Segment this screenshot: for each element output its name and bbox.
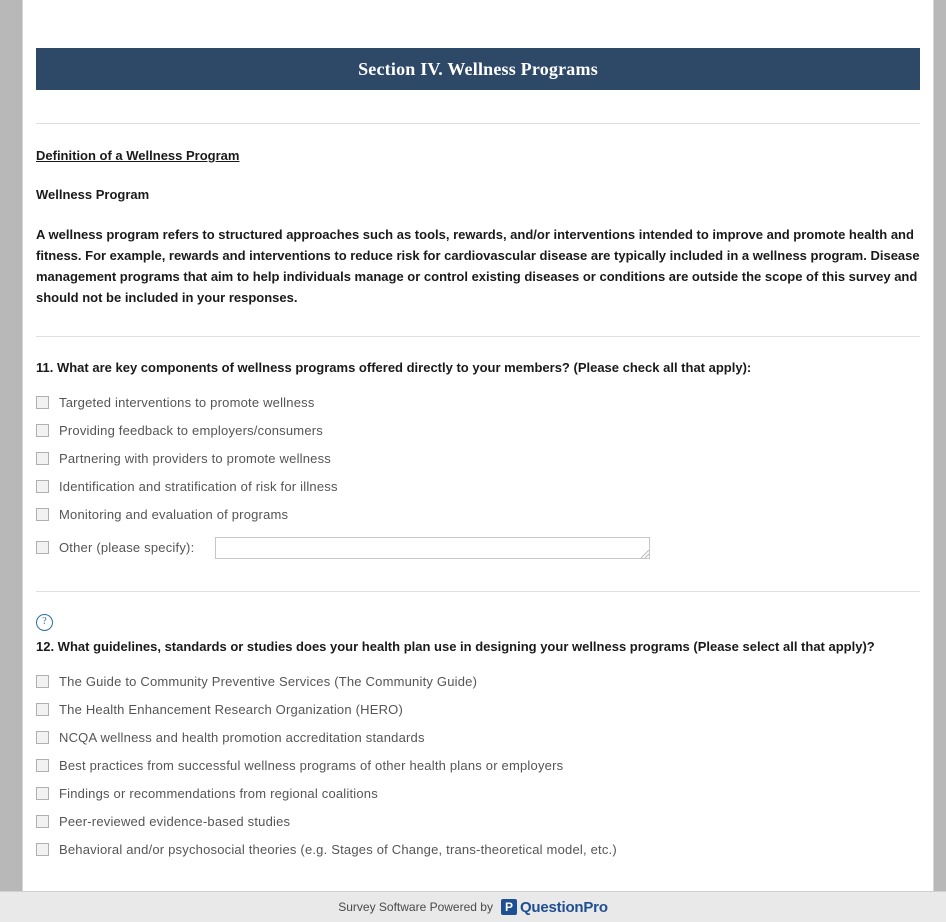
checkbox-icon[interactable] [36, 843, 49, 856]
option-label: Peer-reviewed evidence-based studies [59, 814, 291, 830]
checkbox-icon[interactable] [36, 675, 49, 688]
checkbox-icon[interactable] [36, 396, 49, 409]
option-label: NCQA wellness and health promotion accreditation standards [59, 730, 425, 746]
option-label: Monitoring and evaluation of programs [59, 507, 289, 523]
option-label: Behavioral and/or psychosocial theories (e.g. Stages of Change, trans-theoretical model, etc.) [59, 842, 617, 858]
checkbox-icon[interactable] [36, 541, 49, 554]
question-11 [36, 337, 920, 565]
option-row[interactable] [36, 473, 920, 501]
footer-bar [0, 891, 946, 922]
option-row[interactable] [36, 501, 920, 529]
option-row[interactable] [36, 780, 920, 808]
option-label: Findings or recommendations from regional coalitions [59, 786, 378, 802]
option-label: Partnering with providers to promote wellness [59, 451, 332, 467]
checkbox-icon[interactable] [36, 731, 49, 744]
definition-heading: Definition of a Wellness Program [36, 148, 240, 163]
checkbox-icon[interactable] [36, 787, 49, 800]
checkbox-icon[interactable] [36, 759, 49, 772]
footer-powered-by-text: Survey Software Powered by [338, 900, 493, 914]
section-header [36, 48, 920, 90]
other-specify-input[interactable] [215, 537, 650, 559]
survey-sheet [22, 0, 934, 891]
page-left-gutter [0, 0, 22, 891]
questionpro-logo[interactable] [501, 899, 608, 916]
option-label: The Guide to Community Preventive Services (The Community Guide) [59, 674, 478, 690]
checkbox-icon[interactable] [36, 508, 49, 521]
other-option-label: Other (please specify): [59, 540, 195, 556]
option-row[interactable] [36, 696, 920, 724]
option-label: Identification and stratification of risk for illness [59, 479, 338, 495]
option-row[interactable] [36, 836, 920, 864]
other-input-wrapper [194, 537, 650, 559]
definition-body: A wellness program refers to structured approaches such as tools, rewards, and/or interventions intended to improve and promote health and fitness. For example, rewards and interventions to reduce risk for cardiovascular disease are typically included in a wellness program. Disease management programs that aim to help individuals manage or control existing diseases or conditions are outside the scope of this survey and should not be included in your responses. [36, 227, 920, 306]
question-12 [36, 614, 920, 864]
option-row[interactable] [36, 724, 920, 752]
definition-term: Wellness Program [36, 187, 150, 202]
divider-after-question-11 [36, 591, 920, 592]
option-row[interactable] [36, 417, 920, 445]
option-row[interactable] [36, 389, 920, 417]
option-row[interactable] [36, 808, 920, 836]
checkbox-icon[interactable] [36, 452, 49, 465]
checkbox-icon[interactable] [36, 703, 49, 716]
section-title: Section IV. Wellness Programs [358, 58, 598, 79]
definition-block [36, 124, 920, 308]
question-12-text: 12. What guidelines, standards or studies does your health plan use in designing your wellness programs (Please select all that apply)? [36, 638, 875, 654]
option-label: The Health Enhancement Research Organization (HERO) [59, 702, 404, 718]
option-label: Targeted interventions to promote wellness [59, 395, 315, 411]
checkbox-icon[interactable] [36, 815, 49, 828]
option-row[interactable] [36, 445, 920, 473]
option-row[interactable] [36, 752, 920, 780]
question-mark-icon[interactable]: ? [36, 614, 53, 631]
questionpro-brand-name: QuestionPro [519, 898, 608, 916]
resize-handle-icon[interactable] [641, 550, 649, 558]
option-label: Providing feedback to employers/consumers [59, 423, 323, 439]
option-row[interactable] [36, 668, 920, 696]
question-11-text: 11. What are key components of wellness programs offered directly to your members? (Please check all that apply): [36, 360, 752, 376]
option-label: Best practices from successful wellness programs of other health plans or employers [59, 758, 564, 774]
questionpro-mark-icon: P [501, 899, 517, 915]
option-row-other[interactable] [36, 531, 920, 565]
checkbox-icon[interactable] [36, 480, 49, 493]
checkbox-icon[interactable] [36, 424, 49, 437]
